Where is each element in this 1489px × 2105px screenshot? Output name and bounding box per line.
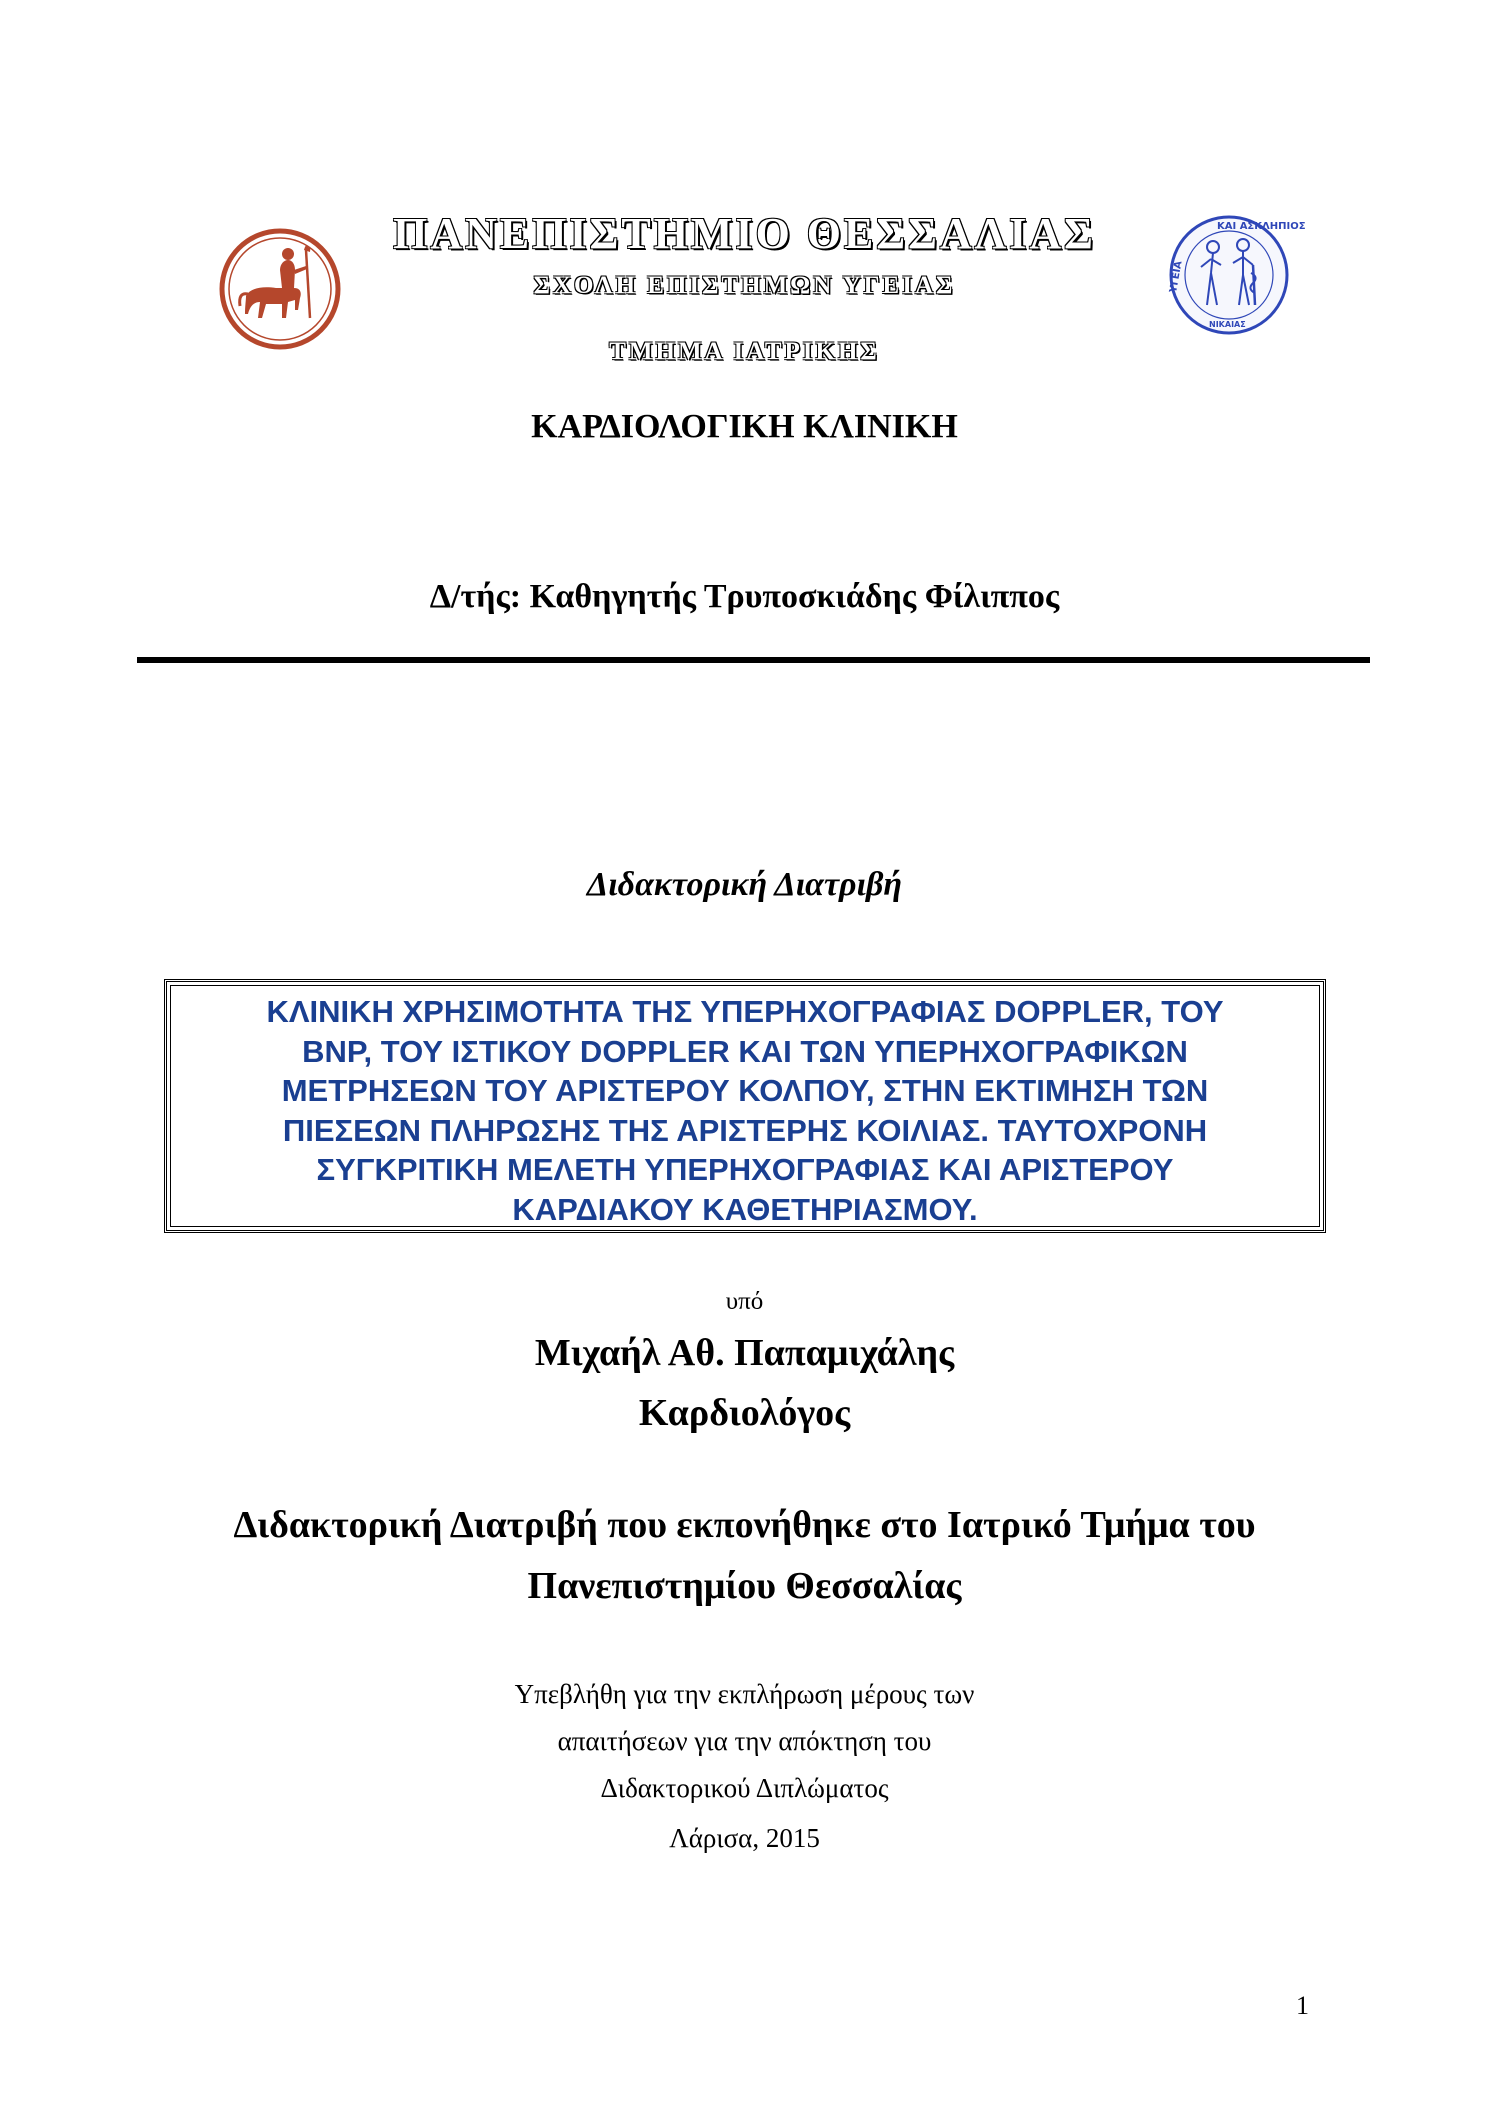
thesis-label: Διδακτορική Διατριβή xyxy=(586,866,903,903)
seal-lettering: ΚΑΙ ΑΣΚΛΗΠΙΟΣ xyxy=(1217,221,1306,232)
submission-note-line: απαιτήσεων για την απόκτηση του xyxy=(557,1726,932,1756)
thesis-title-line: ΚΛΙΝΙΚΗ ΧΡΗΣΙΜΟΤΗΤΑ ΤΗΣ ΥΠΕΡΗΧΟΓΡΑΦΙΑΣ DOPPLER, ΤΟΥ xyxy=(266,994,1224,1029)
department-name: ΤΜΗΜΑ ΙΑΤΡΙΚΗΣ xyxy=(609,338,880,365)
school-name: ΣΧΟΛΗ ΕΠΙΣΤΗΜΩΝ ΥΓΕΙΑΣ xyxy=(533,272,956,299)
seal-lettering-left: ΥΓΕΙΑ xyxy=(1168,260,1185,294)
thesis-title-line: ΚΑΡΔΙΑΚΟΥ ΚΑΘΕΤΗΡΙΑΣΜΟΥ. xyxy=(512,1191,978,1227)
university-name: ΠΑΝΕΠΙΣΤΗΜΙΟ ΘΕΣΣΑΛΙΑΣ xyxy=(393,209,1096,258)
seal-lettering-bottom: ΝΙΚΑΙΑΣ xyxy=(1209,320,1246,329)
thesis-title-box xyxy=(164,979,1326,1233)
thesis-title-line: ΣΥΓΚΡΙΤΙΚΗ ΜΕΛΕΤΗ ΥΠΕΡΗΧΟΓΡΑΦΙΑΣ ΚΑΙ ΑΡΙΣΤΕΡΟΥ xyxy=(316,1152,1174,1187)
header-divider xyxy=(137,657,1370,663)
clinic-director: Δ/τής: Καθηγητής Τρυποσκιάδης Φίλιππος xyxy=(429,578,1060,615)
thesis-description-line: Πανεπιστημίου Θεσσαλίας xyxy=(527,1565,962,1607)
thesis-title-line: BNP, ΤΟΥ ΙΣΤΙΚΟΥ DOPPLER ΚΑΙ ΤΩΝ ΥΠΕΡΗΧΟΓΡΑΦΙΚΩΝ xyxy=(302,1033,1188,1069)
thesis-title xyxy=(167,992,1323,1229)
clinic-name: ΚΑΡΔΙΟΛΟΓΙΚΗ ΚΛΙΝΙΚΗ xyxy=(531,408,958,445)
submission-note-line: Διδακτορικού Διπλώματος xyxy=(600,1773,889,1803)
thesis-title-line: ΜΕΤΡΗΣΕΩΝ ΤΟΥ ΑΡΙΣΤΕΡΟΥ ΚΟΛΠΟΥ, ΣΤΗΝ ΕΚΤΙΜΗΣΗ ΤΩΝ xyxy=(281,1073,1209,1108)
submission-note-line: Υπεβλήθη για την εκπλήρωση μέρους των xyxy=(514,1679,975,1709)
page-number: 1 xyxy=(1296,1991,1309,2020)
place-and-year: Λάρισα, 2015 xyxy=(669,1823,820,1853)
author-name: Μιχαήλ Αθ. Παπαμιχάλης xyxy=(534,1332,955,1374)
thesis-description-line: Διδακτορική Διατριβή που εκπονήθηκε στο Ιατρικό Τμήμα του xyxy=(233,1504,1256,1546)
author-profession: Καρδιολόγος xyxy=(638,1392,851,1434)
by-label: υπό xyxy=(725,1288,764,1315)
thesis-title-line: ΠΙΕΣΕΩΝ ΠΛΗΡΩΣΗΣ ΤΗΣ ΑΡΙΣΤΕΡΗΣ ΚΟΙΛΙΑΣ. ΤΑΥΤΟΧΡΟΝΗ xyxy=(282,1112,1208,1148)
